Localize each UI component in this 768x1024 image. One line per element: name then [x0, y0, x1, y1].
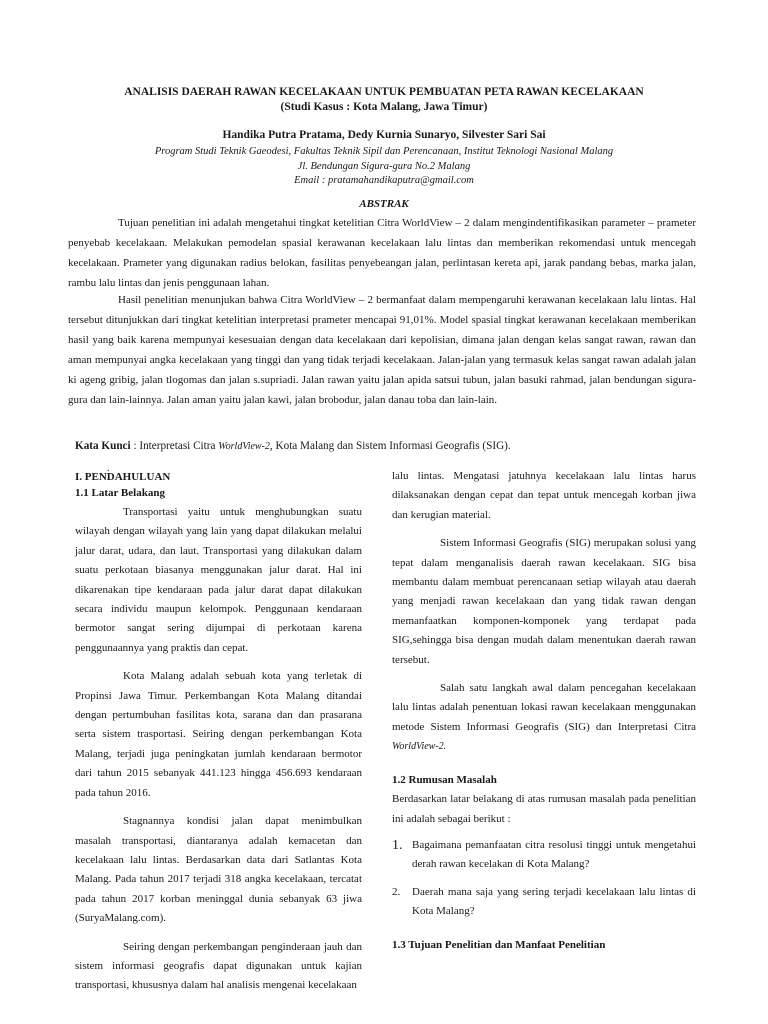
list-item: [392, 836, 696, 875]
list-item-number: 1.: [392, 837, 403, 853]
abstract-heading: ABSTRAK: [359, 198, 409, 210]
list-item: [392, 883, 696, 922]
subsection-heading-latar-belakang: 1.1 Latar Belakang: [75, 487, 165, 499]
subsection-heading-tujuan: 1.3 Tujuan Penelitian dan Manfaat Penelitian: [392, 938, 606, 951]
list-item-text: Daerah mana saja yang sering terjadi kecelakaan lalu lintas di Kota Malang?: [412, 885, 696, 918]
abstract-paragraph-2: Hasil penelitian menunjukan bahwa Citra WorldView – 2 bermanfaat dalam mempengaruhi kerawanan kecelakaan lalu lintas. Hal tersebut ditunjukkan dari tingkat ketelitian interpretasi prameter mencapai 91,01%. Model spasial tingkat kerawanan kecelakaan memberikan hasil yang baik karena mempunyai kesesuaian dengan data kecelakaan dari kepolisian, dimana jalan dengan kelas sangat rawan, rawan dan aman mempunyai angka kecelakaan yang tinggi dan yang tidak terjadi kecelakaan. Jalan-jalan yang termasuk kelas sangat rawan adalah jalan ki ageng gribig, jalan tlogomas dan jalan s.supriadi. Jalan rawan yaitu jalan apida satsui tubun, jalan basuki rahmad, jalan bendungan sigura-gura dan lain-lainnya. Jalan aman yaitu jalan kawi, jalan brobodur, jalan danau toba dan lain-lain.: [68, 294, 696, 406]
left-column: [75, 469, 362, 996]
paper-subtitle: (Studi Kasus : Kota Malang, Jawa Timur): [280, 101, 488, 113]
paper-title: ANALISIS DAERAH RAWAN KECELAKAAN UNTUK PEMBUATAN PETA RAWAN KECELAKAAN: [124, 86, 644, 98]
right-paragraph-2: Sistem Informasi Geografis (SIG) merupakan solusi yang tepat dalam menganalisis daerah rawan kecelakaan. SIG bisa membantu dalam membuat perencanaan setiap wilayah atau daerah yang menjadi rawan kecelakaan dan yang tidak rawan dengan memanfaatkan komponen-komponek yang terdapat pada SIG,sehingga bisa dengan mudah dalam menentukan daerah rawan tersebut.: [392, 537, 696, 666]
left-paragraph-2: Kota Malang adalah sebuah kota yang terletak di Propinsi Jawa Timur. Perkembangan Kota Malang ditandai dengan pertumbuhan fasilitas kota, sarana dan dan prasarana serta sistem trasportasi. Seiring dengan perkembangan Kota Malang, terjadi juga peningkatan jumlah kendaraan bermotor dari tahun 2015 sebanyak 441.123 hingga 456.693 kendaraan pada tahun 2016.: [75, 670, 362, 799]
right-column: [392, 467, 696, 955]
email: Email : pratamahandikaputra@gmail.com: [294, 175, 474, 186]
right-paragraph-3: [392, 679, 696, 757]
address: Jl. Bendungan Sigura-gura No.2 Malang: [297, 161, 471, 172]
affiliation: Program Studi Teknik Gaeodesi, Fakultas Teknik Sipil dan Perencanaan, Institut Teknologi Nasional Malang: [154, 146, 614, 157]
left-paragraph-3: Stagnannya kondisi jalan dapat menimbulkan masalah transportasi, diantaranya adalah kemacetan dan kecelakaan lalu lintas. Berdasarkan data dari Satlantas Kota Malang. Pada tahun 2017 terjadi 318 angka kecelakaan, tercatat pada tahun 2017 korban meninggal dunia sebanyak 63 jiwa (SuryaMalang.com).: [75, 815, 362, 925]
left-paragraph-4: Seiring dengan perkembangan penginderaan jauh dan sistem informasi geografis dapat digunakan untuk kajian transportasi, khususnya dalam hal analisis mengenai kecelakaan: [75, 940, 362, 992]
keywords-part-2: , Kota Malang dan Sistem Informasi Geografis (SIG).: [269, 440, 511, 452]
abstract-paragraph-1: Tujuan penelitian ini adalah mengetahui tingkat ketelitian Citra WorldView – 2 dalam mengindentifikasikan parameter – prameter penyebab kecelakaan. Melakukan pemodelan spasial kerawanan kecelakaan lalu lintas dan memberikan rekomendasi untuk mencegah kecelakaan. Prameter yang digunakan radius belokan, fasilitas penyebeangan jalan, perlintasan kereta api, jarak pandang bebas, marka jalan, rambu lalu lintas dan jenis penggunaan lahan.: [68, 217, 696, 289]
worldview-term: WorldView-2.: [392, 741, 447, 753]
keywords-term: WorldView-2: [218, 441, 270, 452]
right-paragraph-4: Berdasarkan latar belakang di atas rumusan masalah pada penelitian ini adalah sebagai berikut :: [392, 793, 696, 825]
right-paragraph-3-text: Salah satu langkah awal dalam pencegahan kecelakaan lalu lintas adalah penentuan lokasi rawan kecelakaan menggunakan metode Sistem Informasi Geografis (SIG) dan Interpretasi Citra: [392, 682, 696, 733]
left-paragraph-1: Transportasi yaitu untuk menghubungkan suatu wilayah dengan wilayah yang lain yang dapat dilakukan melalui jalur darat, udara, dan laut. Transportasi yang dilakukan dalam suatu perkotaan biasanya menggunakan jalur darat. Hal ini dikarenakan tipe kendaraan pada jalur darat dapat dilakukan secara individu maupun kelompok. Penggunaan kendaraan bermotor sangat sering dijumpai di perkotaan karena penggunaannya yang praktis dan cepat.: [75, 506, 362, 654]
keywords-part-1: : Interpretasi Citra: [133, 440, 216, 452]
list-item-number: 2.: [392, 885, 401, 898]
section-heading-pendahuluan: I. PENDAHULUAN: [75, 471, 171, 483]
list-item-text: Bagaimana pemanfaatan citra resolusi tinggi untuk mengetahui derah rawan kecelakan di Kota Malang?: [412, 838, 696, 871]
keywords: [75, 440, 695, 452]
stray-dot: .: [107, 463, 110, 474]
subsection-heading-rumusan-masalah: 1.2 Rumusan Masalah: [392, 773, 497, 786]
author-list: Handika Putra Pratama, Dedy Kurnia Sunaryo, Silvester Sari Sai: [222, 129, 546, 141]
right-paragraph-1: lalu lintas. Mengatasi jatuhnya kecelakaan lalu lintas harus dilaksanakan dengan cepat dan tepat untuk mencegah korban jiwa dan kerugian material.: [392, 470, 696, 521]
keywords-label: Kata Kunci: [75, 440, 131, 452]
